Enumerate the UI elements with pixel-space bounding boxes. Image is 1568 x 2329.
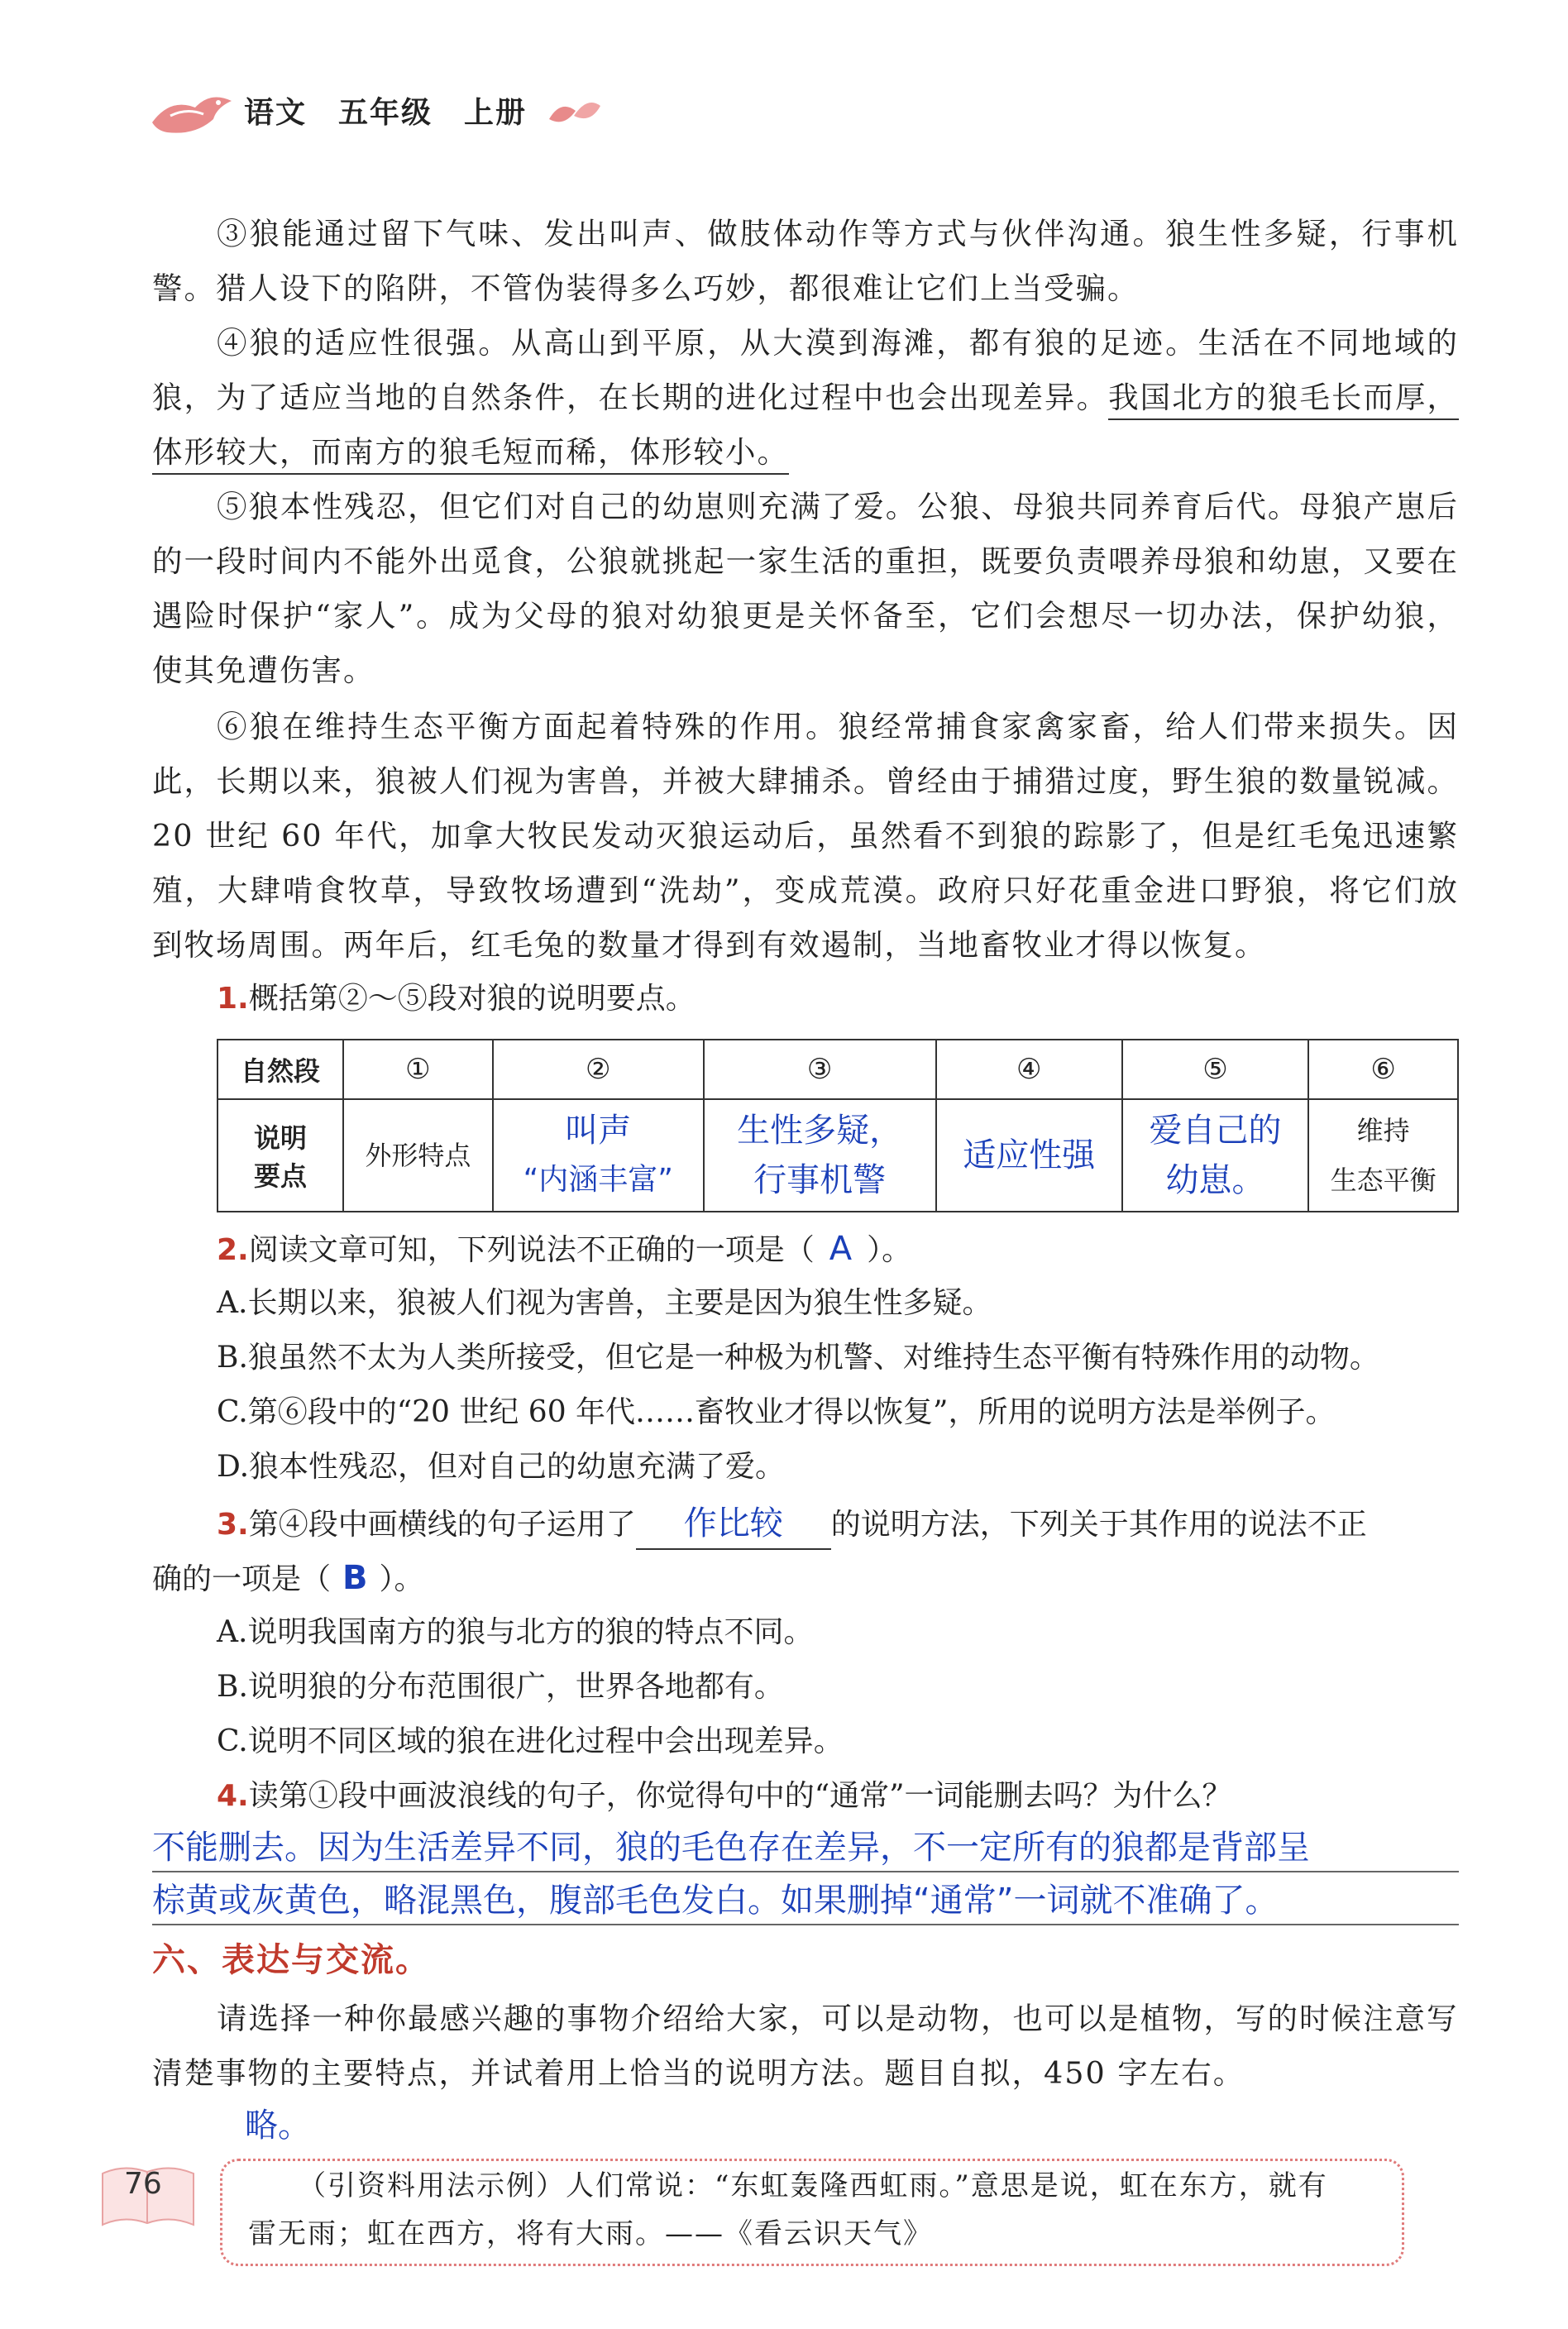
- paragraph-5: [152, 480, 1459, 698]
- question-4-answer-line-1: 不能删去。因为生活差异不同，狼的毛色存在差异，不一定所有的狼都是背部呈: [152, 1829, 1310, 1867]
- question-3-text-line-2: 确的一项是（: [152, 1562, 332, 1596]
- cell-3-line-2: 行事机警: [753, 1161, 887, 1199]
- cell-2-line-2: “内涵丰富”: [523, 1163, 673, 1197]
- paragraph-6: [152, 700, 1459, 973]
- cell-6-line-2: 生态平衡: [1330, 1164, 1437, 1196]
- q3-option-a: A.说明我国南方的狼与北方的狼的特点不同。: [217, 1615, 814, 1649]
- paragraph-4: [152, 316, 1459, 480]
- underlined-sentence: 我国北方的狼毛长而厚，体形较大，而南方的狼毛短而稀，体形较小。: [152, 380, 1459, 475]
- q2-option-c: C.第⑥段中的“20 世纪 60 年代……畜牧业才得以恢复”，所用的说明方法是举例子。: [217, 1395, 1336, 1429]
- question-2-text: 阅读文章可知，下列说法不正确的一项是（: [248, 1233, 815, 1267]
- question-3-text: 第④段中画横线的句子运用了: [248, 1508, 636, 1542]
- question-2-answer: A: [829, 1230, 853, 1268]
- cell-3: [704, 1099, 936, 1212]
- question-2-end: ）。: [867, 1233, 912, 1267]
- paragraph-6-text: ⑥狼在维持生态平衡方面起着特殊的作用。狼经常捕食家禽家畜，给人们带来损失。因此，长期以来，狼被人们视为害兽，并被大肆捕杀。曾经由于捕猎过度，野生狼的数量锐减。20 世纪 60 年代，加拿大牧民发动灭狼运动后，虽然看不到狼的踪影了，但是红毛兔迅速繁殖，大肆啃食牧草，导致牧场遭到“洗劫”，变成荒漠。政府只好花重金进口野狼，将它们放到牧场周围。两年后，红毛兔的数量才得到有效遏制，当地畜牧业才得以恢复。: [152, 709, 1459, 963]
- table-col-4: ④: [936, 1040, 1122, 1099]
- cell-3-line-1: 生性多疑，: [737, 1112, 903, 1150]
- answer-line-1: [152, 1871, 1459, 1872]
- q3-option-c: C.说明不同区域的狼在进化过程中会出现差异。: [217, 1724, 844, 1758]
- question-4-text: 读第①段中画波浪线的句子，你觉得句中的“通常”一词能删去吗？为什么？: [248, 1779, 1232, 1813]
- cell-4-text: 适应性强: [963, 1136, 1096, 1174]
- table-header-row: [218, 1040, 1458, 1099]
- cell-6: [1308, 1099, 1458, 1212]
- cell-1: 外形特点: [343, 1099, 493, 1212]
- tip-line-1: （引资料用法示例）人们常说：“东虹轰隆西虹雨。”意思是说，虹在东方，就有: [298, 2169, 1328, 2202]
- q2-option-d: D.狼本性残忍，但对自己的幼崽充满了爱。: [217, 1450, 786, 1484]
- cell-2-line-1: 叫声: [565, 1112, 632, 1150]
- section-6-prompt: [152, 1992, 1459, 2101]
- question-3-text-cont: 的说明方法，下列关于其作用的说法不正: [830, 1508, 1367, 1542]
- question-4: [217, 1772, 1232, 1821]
- page-number: 76: [124, 2167, 162, 2201]
- summary-table: [217, 1039, 1459, 1212]
- question-1-text: 概括第②～⑤段对狼的说明要点。: [248, 982, 696, 1016]
- q3-option-b: B.说明狼的分布范围很广，世界各地都有。: [217, 1670, 784, 1704]
- question-3-end: ）。: [379, 1562, 424, 1596]
- question-2: [217, 1224, 911, 1275]
- table-col-2: ②: [493, 1040, 704, 1099]
- paragraph-5-text: ⑤狼本性残忍，但它们对自己的幼崽则充满了爱。公狼、母狼共同养育后代。母狼产崽后的一段时间内不能外出觅食，公狼就挑起一家生活的重担，既要负责喂养母狼和幼崽，又要在遇险时保护“家人”。成为父母的狼对幼狼更是关怀备至，它们会想尽一切办法，保护幼狼，使其免遭伤害。: [152, 489, 1459, 688]
- cell-5: [1122, 1099, 1308, 1212]
- table-row-header: 自然段: [218, 1040, 343, 1099]
- question-2-number: 2.: [217, 1233, 249, 1267]
- question-3-blank-answer: 作比较: [636, 1499, 831, 1550]
- tip-line-2: 雷无雨；虹在西方，将有大雨。——《看云识天气》: [248, 2217, 933, 2250]
- cell-5-line-1: 爱自己的: [1149, 1112, 1282, 1150]
- prompt-line-2: 清楚事物的主要特点，并试着用上恰当的说明方法。题目自拟，450 字左右。: [152, 2055, 1245, 2091]
- answer-line-2: [152, 1924, 1459, 1925]
- paragraph-4-text: ④狼的适应性很强。从高山到平原，从大漠到海滩，都有狼的足迹。生活在不同地域的狼，为了适应当地的自然条件，在长期的进化过程中也会出现差异。: [152, 325, 1459, 415]
- question-3-line-2: [152, 1553, 424, 1604]
- leaf-decoration-icon: [546, 94, 604, 131]
- question-4-number: 4.: [217, 1779, 249, 1813]
- section-6-answer: 略。: [245, 2107, 311, 2145]
- cell-6-line-1: 维持: [1356, 1115, 1410, 1146]
- q2-option-b: B.狼虽然不太为人类所接受，但它是一种极为机警、对维持生态平衡有特殊作用的动物。: [217, 1341, 1379, 1375]
- header-title: 语文 五年级 上册: [244, 96, 528, 130]
- question-1-number: 1.: [217, 982, 249, 1016]
- cell-2: [493, 1099, 704, 1212]
- table-col-6: ⑥: [1308, 1040, 1458, 1099]
- tip-text: [248, 2162, 1381, 2258]
- paragraph-3: [152, 207, 1459, 316]
- question-1: [217, 974, 696, 1024]
- table-col-1: ①: [343, 1040, 493, 1099]
- row-label-line-1: 说明: [253, 1122, 307, 1154]
- paragraph-3-text: ③狼能通过留下气味、发出叫声、做肢体动作等方式与伙伴沟通。狼生性多疑，行事机警。猎人设下的陷阱，不管伪装得多么巧妙，都很难让它们上当受骗。: [152, 216, 1459, 306]
- question-3-number: 3.: [217, 1508, 249, 1542]
- cell-4: [936, 1099, 1122, 1212]
- question-3: [217, 1499, 1367, 1550]
- bird-logo-icon: [146, 83, 237, 141]
- table-col-5: ⑤: [1122, 1040, 1308, 1099]
- question-3-answer: B: [342, 1559, 368, 1597]
- table-answer-row: [218, 1099, 1458, 1212]
- question-4-answer-line-2: 棕黄或灰黄色，略混黑色，腹部毛色发白。如果删掉“通常”一词就不准确了。: [152, 1882, 1279, 1920]
- table-row-label: [218, 1099, 343, 1212]
- q2-option-a: A.长期以来，狼被人们视为害兽，主要是因为狼生性多疑。: [217, 1286, 992, 1320]
- table-col-3: ③: [704, 1040, 936, 1099]
- cell-5-line-2: 幼崽。: [1165, 1161, 1265, 1199]
- section-title: 六、表达与交流。: [152, 1941, 430, 1979]
- row-label-line-2: 要点: [253, 1160, 307, 1192]
- prompt-line-1: 请选择一种你最感兴趣的事物介绍给大家，可以是动物，也可以是植物，写的时候注意写: [217, 2001, 1459, 2036]
